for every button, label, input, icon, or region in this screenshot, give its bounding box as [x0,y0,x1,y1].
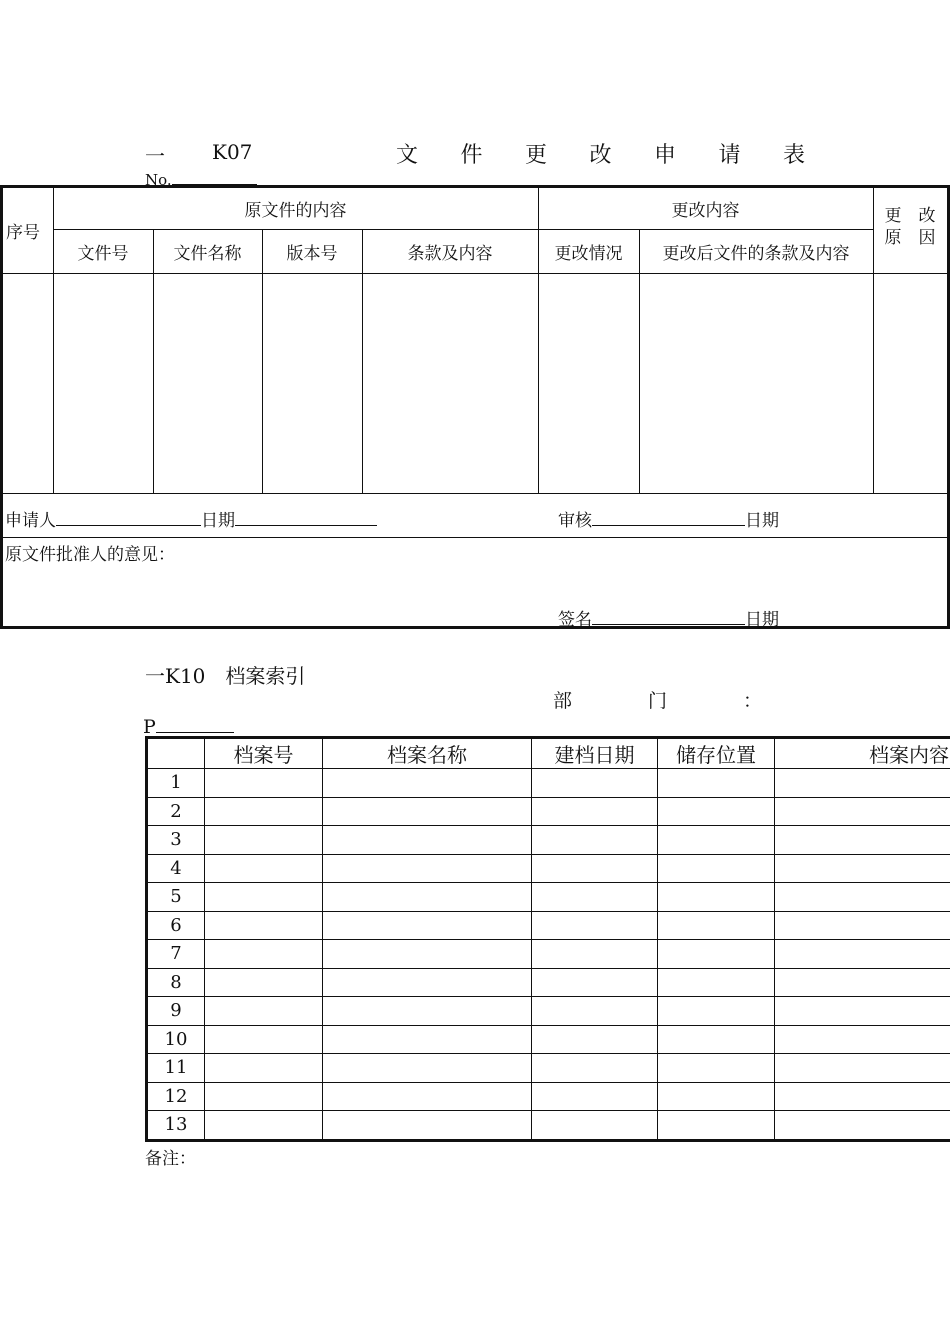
table-cell[interactable] [658,997,775,1026]
table-cell[interactable] [205,911,323,940]
row-number: 2 [147,797,205,826]
table-cell[interactable] [775,883,950,912]
row-number: 3 [147,826,205,855]
table-cell[interactable] [775,769,950,798]
row-number: 1 [147,769,205,798]
table-cell[interactable] [532,769,658,798]
table-cell[interactable] [323,1082,532,1111]
header-col-created-date: 建档日期 [532,738,658,769]
row-number: 7 [147,940,205,969]
table-row [147,769,950,798]
table-cell[interactable] [205,826,323,855]
form2-page-blank[interactable] [156,712,234,733]
table-row [147,940,950,969]
table-cell[interactable] [205,883,323,912]
table-cell[interactable] [323,1025,532,1054]
applicant-row [5,506,377,531]
row-number: 8 [147,968,205,997]
reviewer-date-label: 日期 [745,511,779,531]
header-col-archive-name: 档案名称 [323,738,532,769]
table-row [147,797,950,826]
change-request-table [0,185,950,629]
header-doc-name: 文件名称 [173,243,242,264]
reviewer-blank[interactable] [592,507,745,526]
header-clause: 条款及内容 [407,243,493,264]
header-change-reason-line2: 原 因 [884,228,936,248]
table-row [147,1025,950,1054]
header-change-reason [873,202,947,252]
table-cell[interactable] [323,883,532,912]
table-row [147,883,950,912]
table-cell[interactable] [323,1111,532,1141]
header-new-clause: 更改后文件的条款及内容 [662,243,850,264]
signature-blank[interactable] [592,606,745,625]
table-cell[interactable] [775,826,950,855]
form1-title-char: 表 [783,143,806,168]
table-row [147,854,950,883]
signature-row [558,605,779,630]
table-cell[interactable] [658,1082,775,1111]
reviewer-label: 审核 [558,511,592,531]
table-row [147,826,950,855]
reviewer-row [558,506,779,531]
form1-code: K07 [212,140,253,164]
table-cell[interactable] [775,1025,950,1054]
table-cell[interactable] [658,883,775,912]
row-number: 6 [147,911,205,940]
table-cell[interactable] [658,797,775,826]
header-col-storage-location: 储存位置 [658,738,775,769]
row-number: 4 [147,854,205,883]
header-version: 版本号 [286,243,338,264]
table-row [147,1082,950,1111]
table-cell[interactable] [205,854,323,883]
table-cell[interactable] [532,911,658,940]
form1-title-char: 请 [718,143,741,168]
table-cell[interactable] [658,826,775,855]
table-cell[interactable] [658,769,775,798]
form1-title-char: 更 [525,143,548,168]
applicant-label: 申请人 [5,511,56,531]
table-cell[interactable] [775,968,950,997]
table-cell[interactable] [205,940,323,969]
table-cell[interactable] [205,797,323,826]
applicant-date-label: 日期 [201,511,235,531]
table-cell[interactable] [532,940,658,969]
table-cell[interactable] [658,940,775,969]
header-original-content: 原文件的内容 [244,201,347,221]
row-number: 11 [147,1054,205,1083]
archive-index-table [145,736,950,1142]
table-cell[interactable] [205,769,323,798]
signature-label: 签名 [558,610,592,630]
table-cell[interactable] [323,1054,532,1083]
table-cell[interactable] [658,911,775,940]
table-cell[interactable] [532,1025,658,1054]
table-row [147,968,950,997]
table-cell[interactable] [205,968,323,997]
table-cell[interactable] [205,1025,323,1054]
applicant-blank[interactable] [56,507,201,526]
header-doc-no: 文件号 [77,243,129,264]
table-cell[interactable] [532,968,658,997]
form2-page-label: P [143,716,156,738]
table-cell[interactable] [323,997,532,1026]
approver-opinion-label: 原文件批准人的意见： [5,545,175,565]
table-cell[interactable] [323,797,532,826]
table-cell[interactable] [775,854,950,883]
form1-number-label: No. [145,171,172,189]
table-cell[interactable] [775,911,950,940]
table-cell[interactable] [658,1054,775,1083]
table-cell[interactable] [658,968,775,997]
form1-title-char: 申 [654,143,677,168]
header-col-archive-content: 档案内容 [775,738,950,769]
form1-title-char: 改 [589,143,612,168]
row-number: 5 [147,883,205,912]
table-cell[interactable] [323,911,532,940]
form1-prefix: 一 [145,144,165,168]
table-cell[interactable] [658,1025,775,1054]
form2-note-label: 备注： [145,1149,196,1169]
table-cell[interactable] [775,797,950,826]
row-number: 9 [147,997,205,1026]
applicant-date-blank[interactable] [235,507,377,526]
signature-date-label: 日期 [745,610,779,630]
table-cell[interactable] [323,826,532,855]
form1-title [396,138,805,169]
table-cell[interactable] [775,997,950,1026]
table-cell[interactable] [323,769,532,798]
form1-title-char: 文 [396,143,419,168]
form1-title-char: 件 [460,143,483,168]
header-col-number [147,738,205,769]
header-change-content: 更改内容 [671,201,740,221]
table-cell[interactable] [532,826,658,855]
table-cell[interactable] [532,854,658,883]
table-cell[interactable] [532,1082,658,1111]
row-number: 13 [147,1111,205,1141]
table-cell[interactable] [205,997,323,1026]
table-cell[interactable] [775,1111,950,1141]
table-cell[interactable] [205,1082,323,1111]
row-number: 10 [147,1025,205,1054]
table-cell[interactable] [532,883,658,912]
form2-page-field [143,712,234,738]
table-cell[interactable] [323,968,532,997]
table-row [147,1054,950,1083]
table-cell[interactable] [323,854,532,883]
table-row [147,911,950,940]
form1-number-blank[interactable] [172,166,257,185]
table-cell[interactable] [205,1054,323,1083]
table-cell[interactable] [775,1082,950,1111]
form2-heading: 一K10 档案索引 [145,664,306,688]
header-col-archive-no: 档案号 [205,738,323,769]
table-cell[interactable] [532,797,658,826]
archive-table-header [147,738,950,769]
table-cell[interactable] [532,997,658,1026]
table-cell[interactable] [323,940,532,969]
table-cell[interactable] [532,1054,658,1083]
header-seq: 序号 [6,223,40,243]
table-cell[interactable] [775,940,950,969]
form2-department-label: 部 门 ： [553,690,763,712]
table-cell[interactable] [658,1111,775,1141]
header-change-status: 更改情况 [554,243,623,264]
row-number: 12 [147,1082,205,1111]
table-row [147,1111,950,1141]
table-cell[interactable] [658,854,775,883]
table-cell[interactable] [205,1111,323,1141]
header-change-reason-line1: 更 改 [884,206,936,226]
table-row [147,997,950,1026]
table-cell[interactable] [532,1111,658,1141]
table-cell[interactable] [775,1054,950,1083]
